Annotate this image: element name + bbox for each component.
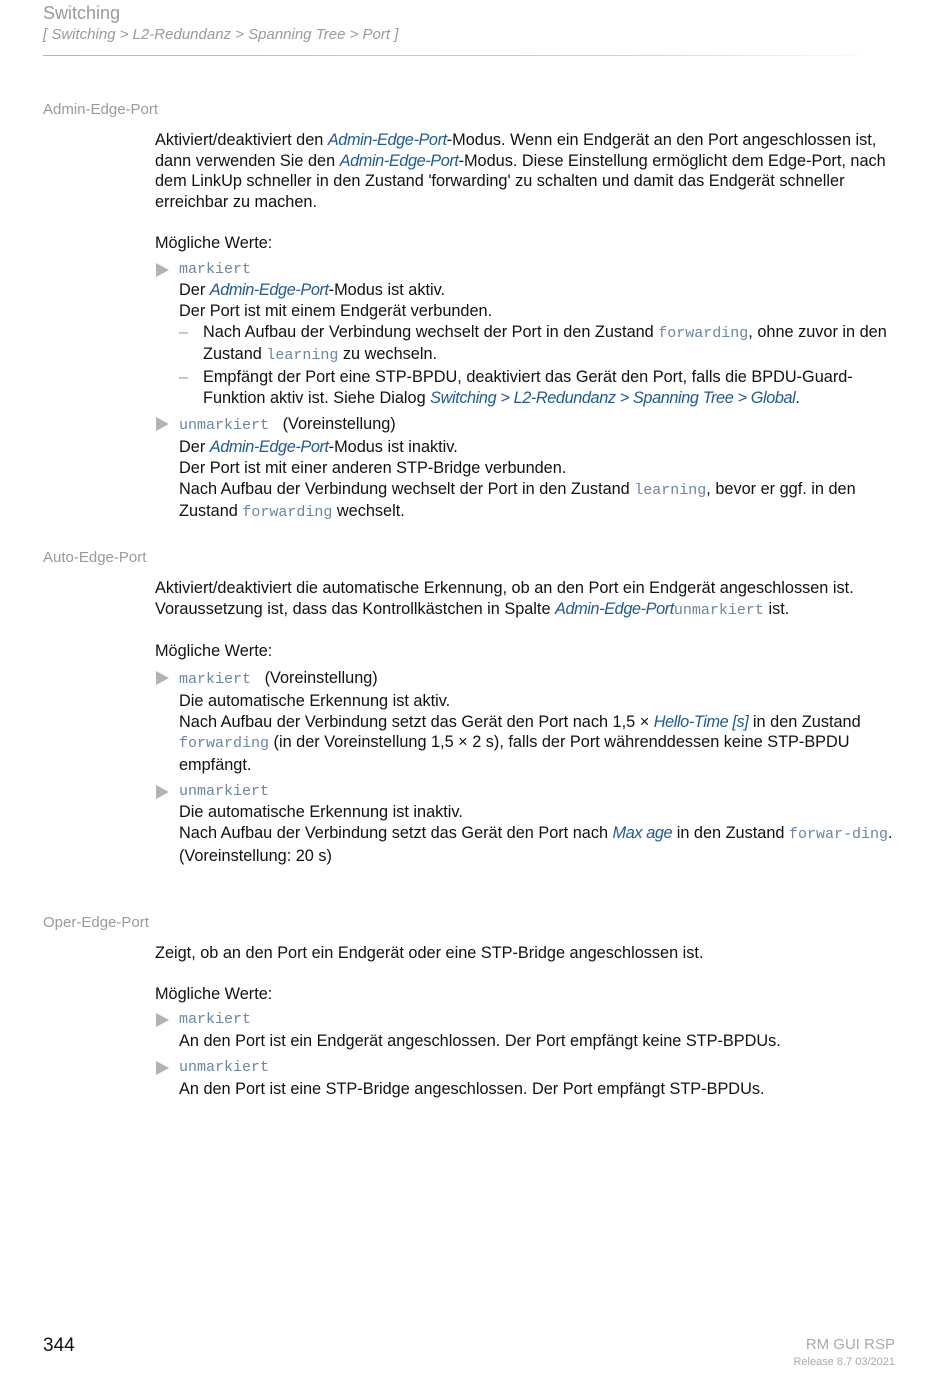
admin-edge-port-link[interactable]: Admin-Edge-Port — [555, 599, 674, 618]
list-item — [155, 414, 895, 524]
global-dialog-link[interactable]: Switching > L2-Redundanz > Spanning Tree > Global — [430, 388, 796, 407]
header-rule — [43, 55, 883, 56]
item-line: Der Port ist mit einer anderen STP-Bridge verbunden. — [179, 458, 567, 477]
triangle-bullet-icon — [156, 417, 169, 431]
value-name: markiert — [179, 260, 252, 278]
default-note: (Voreinstellung) — [282, 415, 396, 434]
value-name: unmarkiert — [179, 417, 270, 435]
sub-list-item: – Nach Aufbau der Verbindung wechselt der Port in den Zustand forwarding, ohne zuvor in den Zustand learning zu wechseln. — [179, 322, 887, 365]
item-line: (Voreinstellung: 20 s) — [179, 846, 332, 865]
item-line: Nach Aufbau der Verbindung wechselt der Port in den Zustand learning, bevor er ggf. in den Zustand forwarding wechselt. — [179, 479, 856, 522]
triangle-bullet-icon — [156, 671, 169, 685]
item-line: Nach Aufbau der Verbindung setzt das Gerät den Port nach 1,5 × Hello-Time [s] in den Zustand forwarding (in der Voreinstellung 1,5 × 2 s), falls der Port währenddessen keine STP-BPDU empfängt. — [179, 712, 861, 774]
list-item — [155, 1010, 895, 1051]
list-item — [155, 1058, 895, 1099]
admin-edge-port-description-block — [155, 130, 895, 524]
list-item — [155, 668, 895, 776]
triangle-bullet-icon — [156, 263, 169, 277]
list-item — [155, 260, 895, 409]
oper-description: Zeigt, ob an den Port ein Endgerät oder eine STP-Bridge angeschlossen ist. — [155, 944, 704, 962]
value-name: markiert — [179, 1011, 252, 1029]
triangle-bullet-icon — [156, 1013, 169, 1027]
item-line: An den Port ist ein Endgerät angeschlossen. Der Port empfängt keine STP-BPDUs. — [179, 1032, 781, 1051]
page-number: 344 — [43, 1335, 75, 1356]
admin-edge-port-link[interactable]: Admin-Edge-Port — [327, 131, 447, 149]
section-label-oper-edge-port: Oper-Edge-Port — [43, 914, 149, 931]
footer-doc: RM GUI RSP — [805, 1336, 895, 1353]
admin-edge-port-link[interactable]: Admin-Edge-Port — [209, 281, 329, 300]
value-name: unmarkiert — [179, 782, 270, 800]
value-name: unmarkiert — [179, 1058, 270, 1076]
item-line: An den Port ist eine STP-Bridge angeschlossen. Der Port empfängt STP-BPDUs. — [179, 1079, 765, 1098]
value-name: markiert — [179, 671, 252, 689]
item-line: Der Port ist mit einem Endgerät verbunden. — [179, 301, 493, 320]
admin-edge-port-link[interactable]: Admin-Edge-Port — [209, 438, 329, 457]
admin-description: Aktiviert/deaktiviert den Admin-Edge-Port-Modus. Wenn ein Endgerät an den Port angeschlossen ist, dann verwenden Sie den Admin-Edge-Port-Modus. Diese Einstellung ermöglicht dem Edge-Port, nach dem LinkUp schneller in den Zustand 'forwarding' zu schalten und damit das Endgerät schneller erreichbar zu machen. — [155, 131, 886, 212]
item-line: Die automatische Erkennung ist aktiv. — [179, 691, 451, 710]
auto-edge-port-description-block — [155, 578, 895, 866]
possible-values-label: Mögliche Werte: — [155, 642, 273, 661]
item-line: Nach Aufbau der Verbindung setzt das Gerät den Port nach Max age in den Zustand forwar-ding. — [179, 824, 893, 844]
page-header-title: Switching — [43, 3, 121, 23]
footer-release: Release 8.7 03/2021 — [793, 1356, 895, 1368]
possible-values-label: Mögliche Werte: — [155, 984, 273, 1003]
auto-description: Aktiviert/deaktiviert die automatische Erkennung, ob an den Port ein Endgerät angeschlossen ist. Voraussetzung ist, dass das Kontrollkästchen in Spalte Admin-Edge-Portunmarkiert ist. — [155, 579, 854, 619]
admin-edge-port-link[interactable]: Admin-Edge-Port — [339, 151, 459, 170]
breadcrumb: [ Switching > L2-Redundanz > Spanning Tree > Port ] — [43, 26, 399, 43]
section-label-auto-edge-port: Auto-Edge-Port — [43, 549, 147, 566]
oper-edge-port-description-block — [155, 943, 895, 1099]
triangle-bullet-icon — [156, 1061, 169, 1075]
sub-list-item: – Empfängt der Port eine STP-BPDU, deaktiviert das Gerät den Port, falls die BPDU-Guard-Funktion aktiv ist. Siehe Dialog Switching > L2-Redundanz > Spanning Tree > Global. — [179, 368, 853, 407]
list-item — [155, 782, 895, 867]
default-note: (Voreinstellung) — [264, 669, 378, 688]
max-age-link[interactable]: Max age — [612, 824, 673, 843]
hello-time-link[interactable]: Hello-Time [s] — [653, 712, 749, 731]
item-line: Der Admin-Edge-Port-Modus ist inaktiv. — [179, 438, 458, 457]
item-line: Der Admin-Edge-Port-Modus ist aktiv. — [179, 281, 446, 300]
possible-values-label: Mögliche Werte: — [155, 233, 273, 252]
section-label-admin-edge-port: Admin-Edge-Port — [43, 101, 159, 118]
triangle-bullet-icon — [156, 785, 169, 799]
item-line: Die automatische Erkennung ist inaktiv. — [179, 803, 463, 822]
